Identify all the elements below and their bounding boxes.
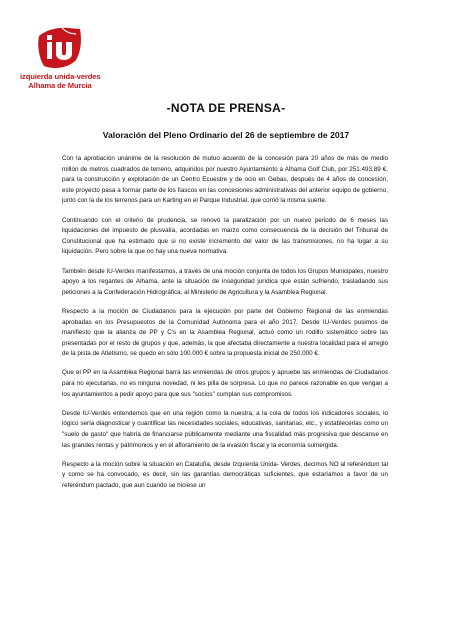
organization-logo — [20, 26, 100, 90]
body-paragraph: Desde IU-Verdes entendemos que en una región como la nuestra, a la cola de todos los indicadores sociales, lo lógico sería diagnosticar y cuantificar las necesidades sociales, educativas, sanitarias, etc., y establecerlas como un "suelo de gasto" que habría de financiarse públicamente mediante una fiscalidad más progresiva que descanse en las grandes rentas y patrimonios y en el afloramiento de la evasión fiscal y la economía sumergida. — [62, 409, 388, 449]
body-paragraph: Con la aprobación unánime de la resolución de mutuo acuerdo de la concesión para 20 años de más de medio millón de metros cuadrados de terreno, adquiridos por nuestro Ayuntamiento a Alhama Golf Club, por 251.493,89 €, para la construcción y explotación de un Centro Ecuestre y de ocio en Gebas, después de 4 años de concesión, este proyecto pasa a formar parte de los fiascos en las concesiones administrativas del anterior equipo de gobierno, junto con la de los terrenos para un Karting en el Parque Industrial, que corrió la misma suerte. — [62, 155, 388, 205]
body-paragraph: Respecto a la moción de Ciudadanos para la ejecución por parte del Gobierno Regional de las enmiendas aprobadas en los Presupuestos de la Comunidad Autónoma para el año 2017. Desde IU-Verdes pusimos de manifiesto que la alianza de PP y C's en la Asamblea Regional, actuó como un rodillo sistemático sobre las presentadas por el resto de grupos y que, además, la que afectaba directamente a nuestra localidad para el arreglo de la pista de Atletismo, se quedo en sólo 100.000 € sobre la propuesta inicial de 250.000 €. — [62, 307, 388, 358]
logo-locality: Alhama de Murcia — [28, 81, 92, 90]
press-release-body — [62, 154, 388, 500]
press-release-subheading: Valoración del Pleno Ordinario del 26 de septiembre de 2017 — [102, 130, 350, 140]
press-release-heading: -NOTA DE PRENSA- — [166, 101, 286, 115]
logo-organization-name: izquierda unida-verdes — [20, 72, 101, 81]
body-paragraph: Continuando con el criterio de prudencia, se renovó la paralización por un nuevo periodo de 6 meses las liquidaciones del impuesto de plusvalía, acordadas en marzo como consecuencia de la decisión del Tribunal de Constitucional que ha estimado que si no existe incremento del valor de las transmisiones, no ha lugar a su liquidación. Pero sobre la que no hay una nueva normativa. — [62, 216, 388, 256]
body-paragraph: Que el PP en la Asamblea Regional barra las enmiendas de otros grupos y apruebe las enmiendas de Ciudadanos para no ejecutarlas, no es ninguna novedad, ni les pilla de sorpresa. Lo que no parece razonable es que vengan a los ayuntamientos a pedir apoyo para que sus "socios" cumplan sus compromisos. — [62, 369, 388, 398]
body-paragraph: También desde IU-Verdes manifestamos, a través de una moción conjunta de todos los Grupos Municipales, nuestro apoyo a los regantes de Alhama, ante la situación de inseguridad jurídica que están sufriendo, trasladando sus peticiones a la Confederación Hidrográfica, al Ministerio de Agricultura y la Asamblea Regional. — [62, 267, 388, 296]
body-paragraph: Respecto a la moción sobre la situación en Cataluña, desde Izquierda Unida- Verdes, decimos NO al referéndum tal y como se ha convocado, es decir, sin las garantías democráticas suficientes, que estaríamos a favor de un referéndum pactado, que aun cuando se hiciese un — [62, 460, 388, 489]
iu-logo-icon — [36, 26, 84, 70]
